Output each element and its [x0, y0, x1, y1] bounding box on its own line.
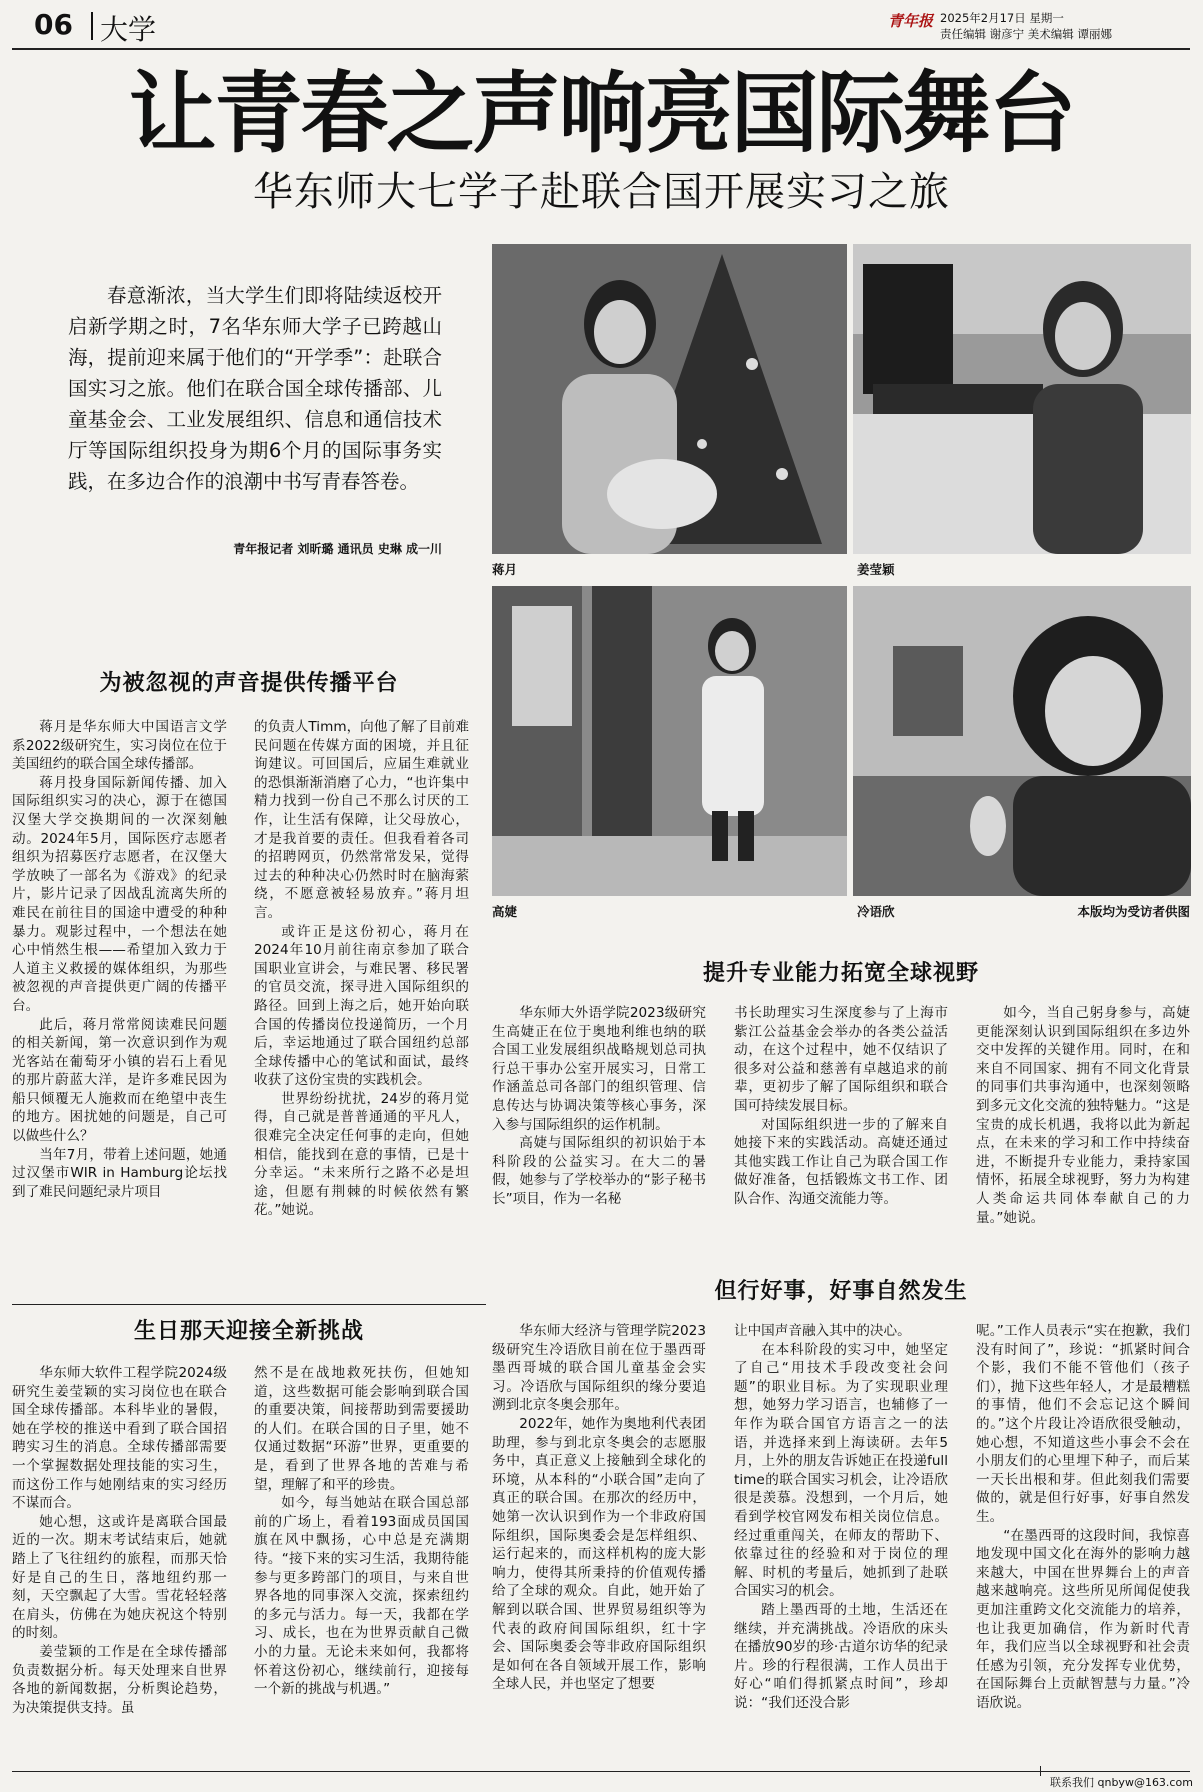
section1-col2-p2: 或许正是这份初心，蒋月在2024年10月前往南京参加了联合国职业宣讲会，与难民署、移民署的官员交流，探寻进入国际组织的路径。回到上海之后，她开始向联合国的传播岗位投递简历，一个月后，幸运地通过了联合国纽约总部全球传播中心的笔试和面试，最终收获了这份宝贵的实践机会。	[254, 923, 469, 1089]
page-header	[0, 0, 1203, 50]
photo-leng-yuxin-image	[853, 586, 1191, 896]
photo-gao-jie	[492, 586, 847, 896]
lead-text: 春意渐浓，当大学生们即将陆续返校开启新学期之时，7名华东师大学子已跨越山海，提前迎来属于他们的“开学季”：赴联合国实习之旅。他们在联合国全球传播部、儿童基金会、工业发展组织、信息和通信技术厅等国际组织投身为期6个月的国际事务实践，在多边合作的浪潮中书写青春答卷。	[68, 284, 442, 493]
section2-top-rule	[12, 1304, 486, 1305]
section1-col2	[254, 718, 469, 1220]
photo-leng-yuxin	[853, 586, 1191, 896]
caption-jiang-yue: 蒋月	[492, 562, 518, 577]
section1-col2-p1: 的负责人Timm，向他了解了目前难民问题在传媒方面的困境，并且征询建议。可回国后，应届生难就业的恐惧渐渐消磨了心力，“也许集中精力找到一份自己不那么讨厌的工作，让生活有保障，让父母放心，才是我首要的责任。但我看着各司的招聘网页，仍然常常发呆，觉得过去的种种决心仍然时时在脑海萦绕，不愿意被轻易放弃。”蒋月坦言。	[254, 719, 469, 921]
photo-jiang-yue-image	[492, 244, 847, 554]
photo-jiang-yingying-image	[853, 244, 1191, 554]
section2-col1-p2: 她心想，这或许是离联合国最近的一次。期末考试结束后，她就踏上了飞往纽约的旅程，而那天恰好是自己的生日，落地纽约那一刻，天空飘起了大雪。雪花轻轻落在肩头，仿佛在为她庆祝这个特别的时刻。	[12, 1513, 227, 1642]
section1-col1-p1: 蒋月是华东师大中国语言文学系2022级研究生，实习岗位在位于美国纽约的联合国全球传播部。	[12, 719, 227, 773]
section1-col1-p2: 蒋月投身国际新闻传播、加入国际组织实习的决心，源于在德国汉堡大学交换期间的一次深刻触动。2024年5月，国际医疗志愿者组织为招募医疗志愿者，在汉堡大学放映了一部名为《游戏》的纪录片，影片记录了因战乱流离失所的难民在前往目的国途中遭受的种种暴力。观影过程中，一个想法在她心中悄然生根——希望加入致力于人道主义救援的媒体组织，为那些被忽视的声音提供更广阔的传播平台。	[12, 774, 227, 1014]
section4-col1-p1: 华东师大经济与管理学院2023级研究生冷语欣目前在位于墨西哥墨西哥城的联合国儿童基金会实习。冷语欣与国际组织的缘分要追溯到北京冬奥会那年。	[492, 1323, 706, 1414]
section2-title: 生日那天迎接全新挑战	[133, 1318, 364, 1344]
section3-col1-p1: 华东师大外语学院2023级研究生高婕正在位于奥地利维也纳的联合国工业发展组织战略规划总司执行总干事办公室开展实习，日常工作涵盖总司各部门的组织管理、信息传达与协调决策等核心事务，深入参与国际组织的运作机制。	[492, 1005, 706, 1133]
section4-col3	[976, 1322, 1190, 1712]
lead-paragraph	[68, 280, 442, 497]
header-rule	[12, 48, 1190, 50]
section2-col1-p1: 华东师大软件工程学院2024级研究生姜莹颖的实习岗位也在联合国全球传播部。本科毕业的暑假，她在学校的推送中看到了联合国招聘实习生的消息。全球传播部需要一个掌握数据处理技能的实习生，而这份工作与她刚结束的实习经历不谋而合。	[12, 1365, 227, 1512]
section4-col1	[492, 1322, 706, 1694]
photo-credit: 本版均为受访者供图	[1077, 904, 1190, 919]
section4-col2-p3: 踏上墨西哥的土地，生活还在继续，并充满挑战。冷语欣的床头在播放90岁的珍·古道尔访华的纪录片。珍的行程很满，工作人员出于好心“咱们得抓紧点时间”，珍却说：“我们还没合影	[734, 1601, 948, 1711]
section3-col3	[976, 1004, 1190, 1227]
section4-col2-p2: 在本科阶段的实习中，她坚定了自己“用技术手段改变社会问题”的职业目标。为了实现职业理想，她努力学习语言，也辅修了一年作为联合国官方语言之一的法语，并选择来到上海读研。去年5月，上外的朋友告诉她正在投递full time的联合国实习机会，让冷语欣很是羡慕。没想到，一个月后，她看到学校官网发布相关岗位信息。经过重重闯关，在师友的帮助下、依靠过往的经验和对于岗位的理解、时机的考量后，她抓到了赴联合国实习的机会。	[734, 1341, 948, 1600]
section2-col2	[254, 1364, 469, 1699]
section2-col1	[12, 1364, 227, 1717]
section1-col2-p3: 世界纷纷扰扰，24岁的蒋月觉得，自己就是普普通通的平凡人，很难完全决定任何事的走向，但她相信，能找到在意的事情，已是十分幸运。“未来所行之路不必是坦途，但愿有荆棘的时候依然有繁花。”她说。	[254, 1090, 469, 1219]
section4-col1-p2: 2022年，她作为奥地利代表团助理，参与到北京冬奥会的志愿服务中，真正意义上接触到全球化的环境，从本科的“小联合国”走向了真正的联合国。在那次的经历中，她第一次认识到作为一个非政府国际组织，国际奥委会是怎样组织、运行起来的，而这样机构的庞大影响力，使得其所秉持的价值观传播给了全球的观众。自此，她开始了解到以联合国、世界贸易组织等为代表的政府间国际组织，红十字会、国际奥委会等非政府国际组织是如何在各自领域开展工作，影响全球人民，并也坚定了想要	[492, 1415, 706, 1693]
footer-rule	[12, 1771, 1190, 1772]
date-line: 2025年2月17日 星期一	[940, 11, 1064, 25]
header-divider	[91, 12, 93, 40]
section2-col2-p2: 如今，每当她站在联合国总部前的广场上，看着193面成员国国旗在风中飘扬，心中总是充满期待。“接下来的实习生活，我期待能参与更多跨部门的项目，与来自世界各地的同事深入交流，探索纽约的多元与活力。每一天，我都在学习、成长，也在为世界贡献自己微小的力量。无论未来如何，我都将怀着这份初心，继续前行，迎接每一个新的挑战与机遇。”	[254, 1495, 469, 1698]
byline: 青年报记者 刘昕璐 通讯员 史琳 成一川	[233, 542, 442, 556]
section1-col1	[12, 718, 227, 1201]
section4-title: 但行好事，好事自然发生	[714, 1278, 968, 1304]
section4-col3-p1: 呢。”工作人员表示“实在抱歉，我们没有时间了”，珍说：“抓紧时间合个影，我们不能不管他们（孩子们），抛下这些年轻人，才是最糟糕的事情，他们不会忘记这个瞬间的。”这个片段让冷语欣很受触动，她心想，不知道这些小事会不会在小朋友们的心里埋下种子，而后某一天长出根和芽。但此刻我们需要做的，就是但行好事，好事自然发生。	[976, 1323, 1190, 1525]
subheadline: 华东师大七学子赴联合国开展实习之旅	[253, 169, 950, 215]
section2-col2-p1: 然不是在战地救死扶伤，但她知道，这些数据可能会影响到联合国的重要决策，间接帮助到需要援助的人们。在联合国的日子里，她不仅通过数据“环游”世界，更重要的是，看到了世界各地的苦难与希望，理解了和平的珍贵。	[254, 1365, 469, 1493]
section3-col2	[734, 1004, 948, 1209]
caption-jiang-yingying: 姜莹颖	[857, 562, 895, 577]
section4-col2	[734, 1322, 948, 1712]
footer-tick	[1040, 1766, 1041, 1776]
section2-col1-p3: 姜莹颖的工作是在全球传播部负责数据分析。每天处理来自世界各地的新闻数据，分析舆论趋势，为决策提供支持。虽	[12, 1643, 227, 1716]
caption-gao-jie: 高婕	[492, 904, 518, 919]
section4-col2-p1: 让中国声音融入其中的决心。	[734, 1323, 911, 1339]
headline: 让青春之声响亮国际舞台	[128, 62, 1075, 165]
page-number: 06	[34, 8, 73, 41]
section3-col3-p1: 如今，当自己躬身参与，高婕更能深刻认识到国际组织在多边外交中发挥的关键作用。同时，在和来自不同国家、拥有不同文化背景的同事们共事沟通中，也深刻领略到多元文化交流的独特魅力。“这是宝贵的成长机遇，我将以此为新起点，在未来的学习和工作中持续奋进，不断提升专业能力，秉持家国情怀，拓展全球视野，努力为构建人类命运共同体奉献自己的力量。”她说。	[976, 1005, 1190, 1226]
section3-col1-p2: 高婕与国际组织的初识始于本科阶段的公益实习。在大二的暑假，她参与了学校举办的“影子秘书长”项目，作为一名秘	[492, 1135, 706, 1207]
section4-col3-p2: “在墨西哥的这段时间，我惊喜地发现中国文化在海外的影响力越来越大，中国在世界舞台上的声音越来越响亮。这些所见所闻促使我更加注重跨文化交流能力的培养，也让我更加确信，作为新时代青年，我们应当以全球视野和社会责任感为引领，充分发挥专业优势，在国际舞台上贡献智慧与力量。”冷语欣说。	[976, 1527, 1190, 1711]
section3-col2-p1: 书长助理实习生深度参与了上海市紫江公益基金会举办的各类公益活动，在这个过程中，她不仅结识了很多对公益和慈善有卓越追求的前辈，更初步了解了国际组织和联合国可持续发展目标。	[734, 1005, 948, 1114]
section1-col1-p3: 此后，蒋月常常阅读难民问题的相关新闻，第一次意识到作为观光客站在葡萄牙小镇的岩石上看见的那片蔚蓝大洋，是许多难民因为船只倾覆无人施救而在绝望中丧生的地方。困扰她的问题是，自己可以做些什么？	[12, 1016, 227, 1145]
editors-line: 责任编辑 谢彦宁 美术编辑 谭丽娜	[940, 27, 1112, 41]
section1-col1-p4: 当年7月，带着上述问题，她通过汉堡市WIR in Hamburg论坛找到了难民问题纪录片项目	[12, 1146, 227, 1200]
section-name: 大学	[100, 13, 157, 46]
photo-jiang-yue	[492, 244, 847, 554]
photo-gao-jie-image	[492, 586, 847, 896]
caption-leng-yuxin: 冷语欣	[857, 904, 895, 919]
photo-jiang-yingying	[853, 244, 1191, 554]
section3-title: 提升专业能力拓宽全球视野	[702, 960, 979, 986]
section1-title: 为被忽视的声音提供传播平台	[99, 670, 399, 696]
section3-col2-p2: 对国际组织进一步的了解来自她接下来的实践活动。高婕还通过其他实践工作让自己为联合国工作做好准备，包括锻炼文书工作、团队合作、沟通交流能力等。	[734, 1116, 948, 1207]
section3-col1	[492, 1004, 706, 1209]
footer-contact: 联系我们 qnbyw@163.com	[1050, 1776, 1193, 1789]
newspaper-logo: 青年报	[888, 12, 934, 30]
